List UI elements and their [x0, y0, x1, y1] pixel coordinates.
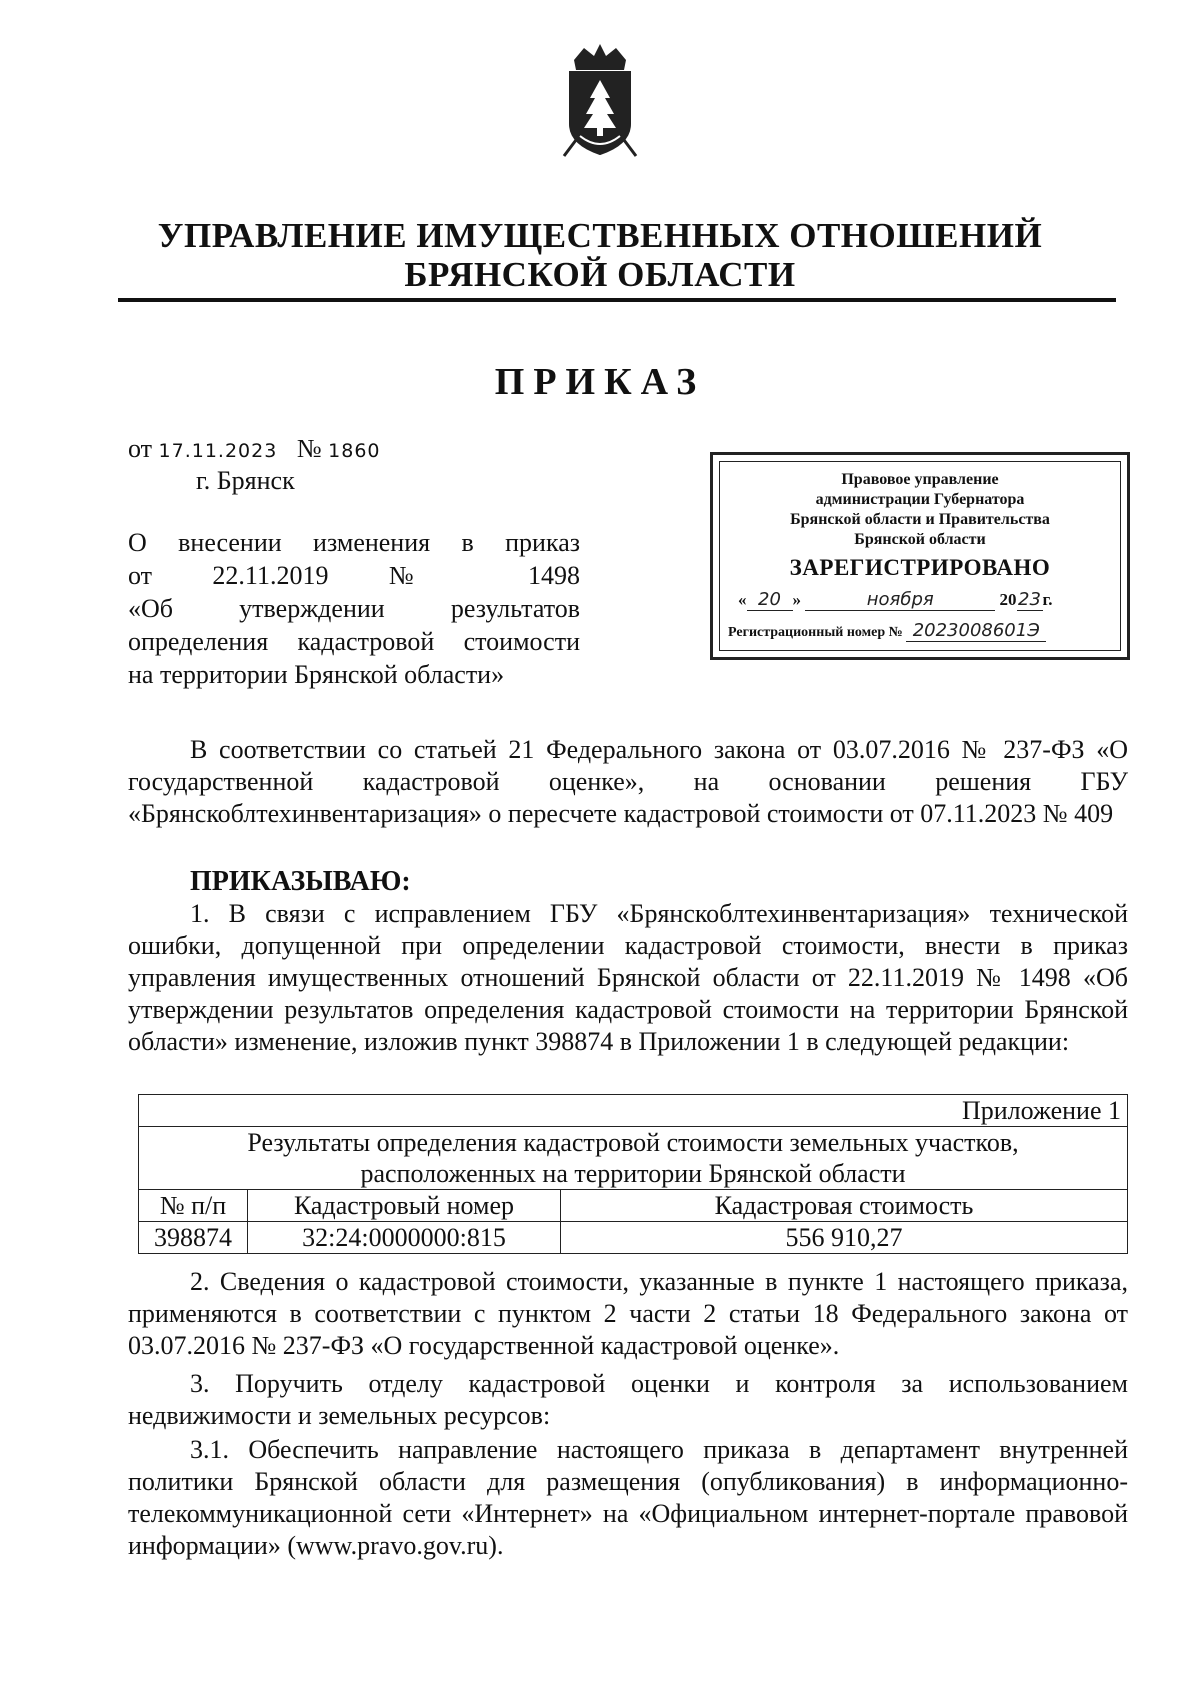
order-heading: ПРИКАЗЫВАЮ:	[190, 866, 411, 897]
stamp-day: 20	[747, 590, 793, 611]
stamp-year-prefix: 20	[999, 590, 1017, 609]
document-type-title: ПРИКАЗ	[494, 361, 706, 403]
table-header-row	[139, 1190, 1128, 1222]
number-prefix: №	[296, 434, 322, 463]
document-city: г. Брянск	[196, 466, 295, 495]
document-subject	[128, 526, 580, 691]
subject-line: «Об утверждении результатов	[128, 594, 580, 623]
organization-name-line1: УПРАВЛЕНИЕ ИМУЩЕСТВЕННЫХ ОТНОШЕНИЙ	[157, 216, 1043, 255]
date-prefix: от	[128, 434, 153, 463]
stamp-registration-number	[720, 621, 1120, 643]
registration-stamp	[710, 452, 1130, 660]
table-row	[139, 1222, 1128, 1254]
paragraph-item-2: 2. Сведения о кадастровой стоимости, указанные в пункте 1 настоящего приказа, применяются в соответствии с пунктом 2 части 2 статьи 18 Федерального закона от 03.07.2016 № 237-ФЗ «О государственной кадастровой оценке».	[128, 1267, 1128, 1360]
table-header-cell: Кадастровый номер	[248, 1190, 561, 1222]
document-date-line	[128, 434, 381, 464]
stamp-year-suffix: 23	[1018, 589, 1041, 610]
paragraph-item-3: 3. Поручить отделу кадастровой оценки и контроля за использованием недвижимости и земельных ресурсов:	[128, 1369, 1128, 1430]
subject-line: на территории Брянской области»	[128, 660, 505, 689]
stamp-line: администрации Губернатора	[815, 491, 1025, 508]
table-cell: 32:24:0000000:815	[248, 1222, 561, 1254]
document-number: 1860	[328, 440, 381, 462]
stamp-line: Брянской области и Правительства	[790, 511, 1050, 528]
table-header-cell: № п/п	[139, 1190, 248, 1222]
subject-line: от 22.11.2019 № 1498	[128, 561, 580, 590]
appendix-table	[138, 1094, 1128, 1254]
document-date: 17.11.2023	[158, 440, 278, 462]
appendix-label: Приложение 1	[139, 1095, 1128, 1127]
stamp-line: Брянской области	[854, 531, 986, 548]
paragraph-item-1: 1. В связи с исправлением ГБУ «Брянскоблтехинвентаризация» технической ошибки, допущенной при определении кадастровой стоимости, внести в приказ управления имущественных отношений Брянской области от 22.11.2019 № 1498 «Об утверждении результатов определения кадастровой стоимости на территории Брянской области» изменение, изложив пункт 398874 в Приложении 1 в следующей редакции:	[128, 899, 1128, 1056]
organization-name-line2: БРЯНСКОЙ ОБЛАСТИ	[404, 255, 796, 294]
appendix-title-line: Результаты определения кадастровой стоимости земельных участков,	[247, 1128, 1019, 1157]
stamp-line: Правовое управление	[841, 471, 999, 488]
appendix-title-line: расположенных на территории Брянской области	[360, 1159, 906, 1188]
stamp-date: « 20 » ноября 2023г.	[738, 589, 1053, 610]
stamp-year-unit: г.	[1042, 590, 1053, 609]
table-cell: 398874	[139, 1222, 248, 1254]
header-divider	[118, 298, 1116, 302]
paragraph-basis: В соответствии со статьей 21 Федерального закона от 03.07.2016 № 237-ФЗ «О государственной кадастровой оценке», на основании решения ГБУ «Брянскоблтехинвентаризация» о пересчете кадастровой стоимости от 07.11.2023 № 409	[128, 735, 1128, 828]
stamp-reg-label: Регистрационный номер №	[728, 625, 903, 640]
stamp-month: ноября	[805, 590, 995, 611]
subject-line: определения кадастровой стоимости	[128, 627, 580, 656]
stamp-registered: ЗАРЕГИСТРИРОВАНО	[789, 555, 1051, 580]
table-cell: 556 910,27	[561, 1222, 1128, 1254]
paragraph-item-3-1: 3.1. Обеспечить направление настоящего приказа в департамент внутренней политики Брянской области для размещения (опубликования) в информационно-телекоммуникационной сети «Интернет» на «Официальном интернет-портале правовой информации» (www.pravo.gov.ru).	[128, 1435, 1128, 1560]
brynsk-coat-of-arms-icon	[560, 40, 640, 164]
stamp-reg-value: 2023008601Э	[906, 621, 1046, 642]
subject-line: О внесении изменения в приказ	[128, 528, 580, 557]
appendix-title	[139, 1127, 1128, 1190]
table-header-cell: Кадастровая стоимость	[561, 1190, 1128, 1222]
